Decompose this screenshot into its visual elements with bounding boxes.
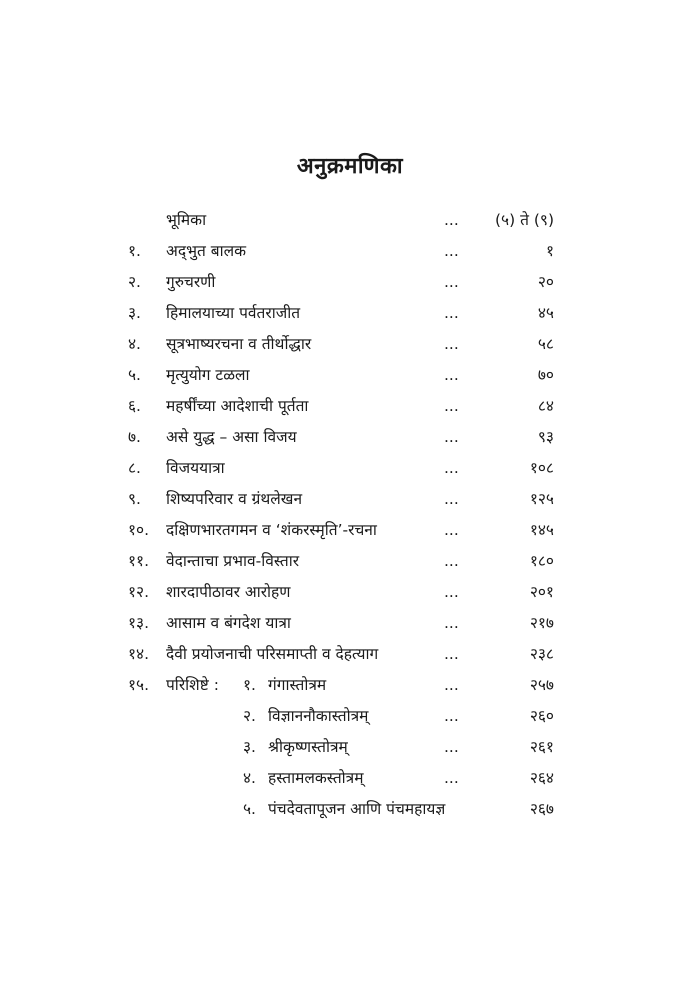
toc-row bbox=[0, 422, 700, 453]
toc-leader: ... bbox=[444, 304, 459, 322]
page-title: अनुक्रमणिका bbox=[296, 154, 404, 179]
toc-row bbox=[0, 608, 700, 639]
toc-page-number: ४५ bbox=[537, 304, 554, 322]
toc-sub-label: पंचदेवतापूजन आणि पंचमहायज्ञ bbox=[268, 800, 446, 818]
toc-number: १५. bbox=[128, 676, 150, 694]
toc-label: सूत्रभाष्यरचना व तीर्थोद्धार bbox=[166, 335, 312, 353]
toc-sub-number: ४. bbox=[243, 769, 256, 787]
toc-label: आसाम व बंगदेश यात्रा bbox=[166, 614, 291, 632]
toc-number: १२. bbox=[128, 583, 150, 601]
toc-page-number: १ bbox=[545, 242, 554, 260]
toc-leader: ... bbox=[444, 428, 459, 446]
toc-page-number: (५) ते (९) bbox=[495, 211, 554, 229]
toc-page-number: २६१ bbox=[529, 738, 554, 756]
toc-page-number: ५८ bbox=[537, 335, 554, 353]
toc-number: ५. bbox=[128, 366, 141, 384]
toc-sub-number: १. bbox=[243, 676, 256, 694]
toc-page-number: ८४ bbox=[537, 397, 554, 415]
toc-leader: ... bbox=[444, 335, 459, 353]
toc-label: हिमालयाच्या पर्वतराजीत bbox=[166, 304, 301, 322]
toc-leader: ... bbox=[444, 583, 459, 601]
toc-number: ६. bbox=[128, 397, 141, 415]
toc-row bbox=[0, 701, 700, 732]
toc-page-number: २६४ bbox=[529, 769, 554, 787]
toc-sub-label: हस्तामलकस्तोत्रम् bbox=[268, 769, 364, 787]
toc-number: ७. bbox=[128, 428, 141, 446]
toc-page-number: १०८ bbox=[529, 459, 554, 477]
toc-page-number: २१७ bbox=[529, 614, 554, 632]
toc-label: दैवी प्रयोजनाची परिसमाप्ती व देहत्याग bbox=[166, 645, 379, 663]
toc-sub-label: श्रीकृष्णस्तोत्रम् bbox=[268, 738, 348, 756]
toc-label: महर्षींच्या आदेशाची पूर्तता bbox=[166, 397, 309, 415]
toc-leader: ... bbox=[444, 645, 459, 663]
toc-leader: ... bbox=[444, 211, 459, 229]
toc-page-number: १२५ bbox=[529, 490, 554, 508]
toc-sub-number: २. bbox=[243, 707, 256, 725]
toc-page-number: २० bbox=[537, 273, 554, 291]
toc-sub-number: ३. bbox=[243, 738, 256, 756]
toc-page-number: २६० bbox=[529, 707, 554, 725]
toc-row bbox=[0, 577, 700, 608]
toc-row bbox=[0, 763, 700, 794]
toc-leader: ... bbox=[444, 738, 459, 756]
toc-row bbox=[0, 639, 700, 670]
toc-label: परिशिष्टे : bbox=[166, 676, 219, 694]
toc-label: विजययात्रा bbox=[166, 459, 225, 477]
toc-label: असे युद्ध – असा विजय bbox=[166, 428, 297, 446]
toc-page-number: ९३ bbox=[537, 428, 554, 446]
toc-page-number: १४५ bbox=[529, 521, 554, 539]
toc-label: गुरुचरणी bbox=[166, 273, 216, 291]
toc-leader: ... bbox=[444, 614, 459, 632]
toc-row bbox=[0, 236, 700, 267]
toc-leader: ... bbox=[444, 707, 459, 725]
toc-label: मृत्युयोग टळला bbox=[166, 366, 250, 384]
toc-page-number: २३८ bbox=[529, 645, 554, 663]
toc-leader: ... bbox=[444, 521, 459, 539]
toc-sub-label: गंगास्तोत्रम bbox=[268, 676, 327, 694]
toc-leader: ... bbox=[444, 676, 459, 694]
toc-row bbox=[0, 391, 700, 422]
toc-number: १०. bbox=[128, 521, 150, 539]
toc-label: दक्षिणभारतगमन व ‘शंकरस्मृति’-रचना bbox=[166, 521, 377, 539]
toc-leader: ... bbox=[444, 769, 459, 787]
toc-page-number: ७० bbox=[537, 366, 554, 384]
toc-label: शिष्यपरिवार व ग्रंथलेखन bbox=[166, 490, 303, 508]
toc-row bbox=[0, 484, 700, 515]
toc-sub-number: ५. bbox=[243, 800, 256, 818]
toc-leader: ... bbox=[444, 490, 459, 508]
toc-row bbox=[0, 732, 700, 763]
toc-row bbox=[0, 360, 700, 391]
toc-leader: ... bbox=[444, 459, 459, 477]
toc-number: २. bbox=[128, 273, 141, 291]
toc-row bbox=[0, 794, 700, 825]
toc-row bbox=[0, 453, 700, 484]
toc-leader: ... bbox=[444, 242, 459, 260]
toc-number: १. bbox=[128, 242, 141, 260]
toc-number: ३. bbox=[128, 304, 141, 322]
toc-page-number: २५७ bbox=[529, 676, 554, 694]
toc-row bbox=[0, 515, 700, 546]
toc-page-number: २०१ bbox=[529, 583, 554, 601]
toc-label: भूमिका bbox=[166, 211, 207, 229]
toc-row bbox=[0, 670, 700, 701]
toc-row bbox=[0, 267, 700, 298]
toc-page-number: १८० bbox=[529, 552, 554, 570]
toc-leader: ... bbox=[444, 552, 459, 570]
toc-number: ४. bbox=[128, 335, 141, 353]
toc-number: १३. bbox=[128, 614, 150, 632]
toc-number: ९. bbox=[128, 490, 141, 508]
toc-sub-label: विज्ञाननौकास्तोत्रम् bbox=[268, 707, 369, 725]
toc-row bbox=[0, 205, 700, 236]
toc-number: ११. bbox=[128, 552, 150, 570]
toc-row bbox=[0, 298, 700, 329]
toc-number: ८. bbox=[128, 459, 141, 477]
table-of-contents bbox=[0, 205, 700, 825]
toc-label: वेदान्ताचा प्रभाव-विस्तार bbox=[166, 552, 300, 570]
toc-leader: ... bbox=[444, 397, 459, 415]
toc-row bbox=[0, 546, 700, 577]
toc-number: १४. bbox=[128, 645, 150, 663]
toc-label: अद्‌भुत बालक bbox=[166, 242, 247, 260]
toc-row bbox=[0, 329, 700, 360]
toc-page-number: २६७ bbox=[529, 800, 554, 818]
toc-label: शारदापीठावर आरोहण bbox=[166, 583, 291, 601]
toc-leader: ... bbox=[444, 366, 459, 384]
toc-leader: ... bbox=[444, 273, 459, 291]
